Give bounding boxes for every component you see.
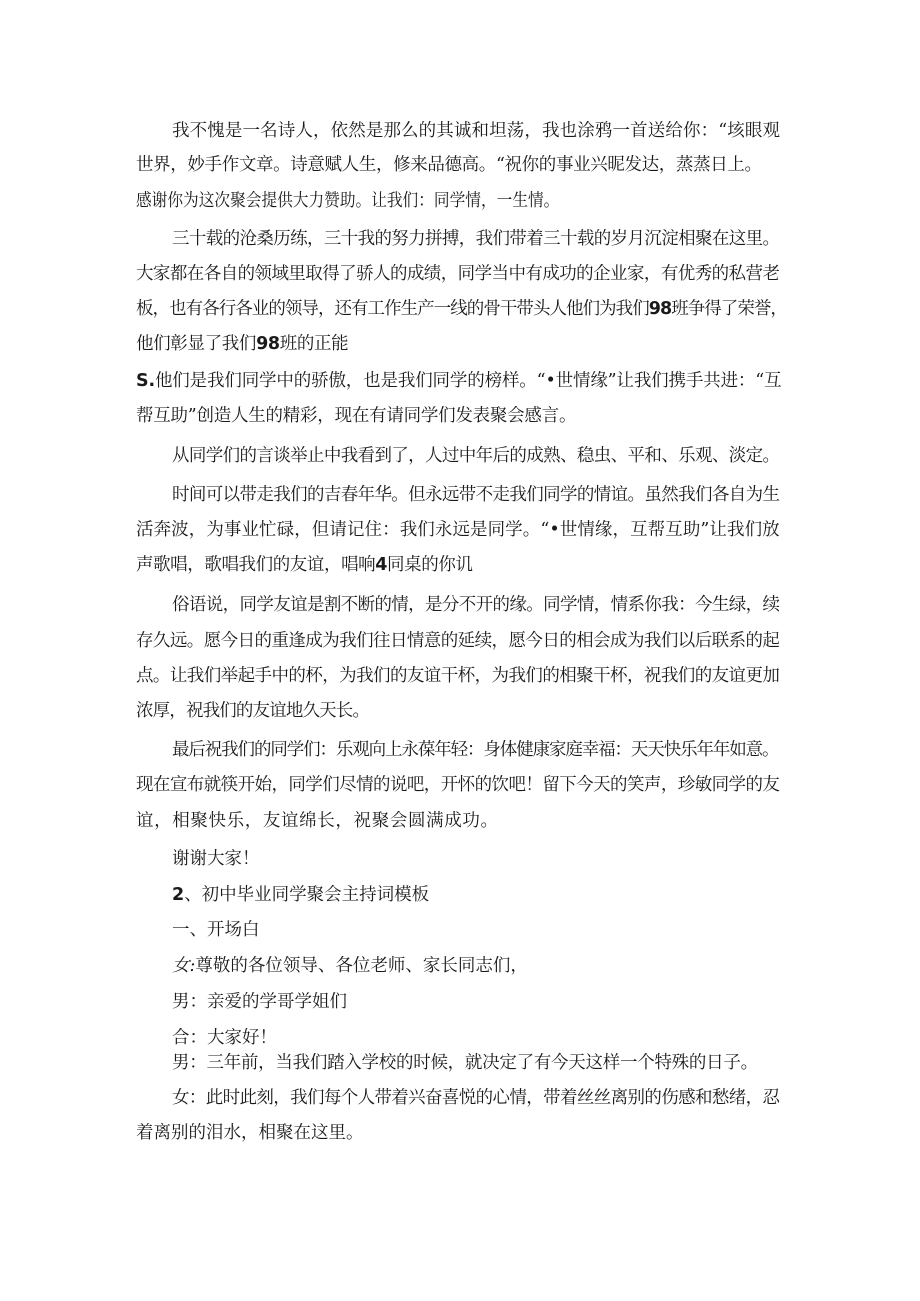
para1-line1: 我不愧是一名诗人，依然是那么的其诚和坦荡，我也涂鸦一首送给你：“垓眼观 — [172, 121, 781, 141]
para5-line2: 存久远。愿今日的重逢成为我们往日情意的延续，愿今日的相会成为我们以后联系的起 — [136, 631, 780, 651]
para5-line1: 俗语说，同学友谊是割不断的情，是分不开的缘。同学情，情系你我：今生绿，续 — [172, 595, 780, 615]
para4-line1: 时间可以带走我们的吉春年华。但永远带不走我们同学的情谊。虽然我们各自为生 — [172, 485, 780, 505]
para5-line4: 浓厚，祝我们的友谊地久天长。 — [136, 701, 370, 721]
subheading-opening: 一、开场白 — [172, 920, 260, 940]
female-line-2b: 着离别的泪水，相聚在这里。 — [136, 1123, 364, 1143]
para6-line2: 现在宣布就筷开始，同学们尽情的说吧，开怀的饮吧！留下今天的笑声，珍敏同学的友 — [136, 775, 780, 795]
speaker-label: 女: — [172, 956, 196, 976]
female-line-1-text: 尊敬的各位领导、各位老师、家长同志们， — [195, 956, 528, 976]
para2-line3-text-b: 班争得了荣誉， — [671, 299, 787, 319]
para2-line5 — [136, 370, 781, 392]
para4-line3-text-b: 同桌的你讥 — [387, 555, 473, 575]
thanks-line: 谢谢大家！ — [172, 849, 260, 869]
para2-line5-prefix: S. — [136, 371, 155, 391]
section-number: 2 — [172, 885, 185, 905]
female-line-1 — [172, 955, 528, 977]
para4-line3-number: 4 — [375, 555, 388, 575]
male-line-1: 男：亲爱的学哥学姐们 — [172, 992, 347, 1012]
para3-line1: 从同学们的言谈举止中我看到了，人过中年后的成熟、稳虫、平和、乐观、淡定。 — [172, 446, 780, 466]
para2-line4 — [136, 333, 348, 355]
male-line-2: 男：三年前，当我们踏入学校的时候，就决定了有今天这样一个特殊的日子。 — [172, 1053, 758, 1073]
para2-line1: 三十载的沧桑历练，三十我的努力拼搏，我们带着三十载的岁月沉淀相聚在这里。 — [172, 229, 780, 249]
class-number: 98 — [256, 334, 280, 354]
para6-line3: 谊，相聚快乐，友谊绵长，祝聚会圆满成功。 — [136, 811, 499, 831]
para2-line5-text: 他们是我们同学中的骄傲，也是我们同学的榜样。“•世情缘”让我们携手共进：“互 — [154, 371, 782, 391]
section-heading — [172, 884, 429, 906]
para6-line1: 最后祝我们的同学们：乐观向上永葆年轻：身体健康家庭幸福：天天快乐年年如意。 — [172, 740, 779, 760]
together-line: 合：大家好！ — [172, 1028, 277, 1048]
para2-line3 — [136, 298, 787, 320]
para2-line2: 大家都在各自的领域里取得了骄人的成绩，同学当中有成功的企业家，有优秀的私营老 — [136, 264, 780, 284]
para4-line3 — [136, 554, 473, 576]
section-title: 、初中毕业同学聚会主持词模板 — [184, 885, 430, 905]
class-number: 98 — [648, 299, 672, 319]
para2-line6: 帮互助”创造人生的精彩，现在有请同学们发表聚会感言。 — [136, 406, 577, 426]
para2-line4-text-b: 班的正能 — [279, 334, 349, 354]
female-line-2a: 女：此时此刻，我们每个人带着兴奋喜悦的心情，带着丝丝离别的伤感和愁绪，忍 — [172, 1088, 780, 1108]
para1-line2: 世界，妙手作文章。诗意赋人生，修来品德高。“祝你的事业兴昵发达，蒸蒸日上。 — [136, 155, 762, 175]
para4-line2: 活奔波，为事业忙碌，但请记住：我们永远是同学。“•世情缘，互帮互助”让我们放 — [136, 520, 780, 540]
para2-line4-text-a: 他们彰显了我们 — [136, 334, 257, 354]
para1-line3: 感谢你为这次聚会提供大力赞助。让我们：同学情，一生情。 — [136, 191, 560, 211]
para5-line3: 点。让我们举起手中的杯，为我们的友谊干杯，为我们的相聚干杯，祝我们的友谊更加 — [136, 666, 780, 686]
para4-line3-text-a: 声歌唱，歌唱我们的友谊，唱响 — [136, 555, 376, 575]
para2-line3-text-a: 板，也有各行各业的领导，还有工作生产一线的骨干带头人他们为我们 — [136, 299, 649, 319]
